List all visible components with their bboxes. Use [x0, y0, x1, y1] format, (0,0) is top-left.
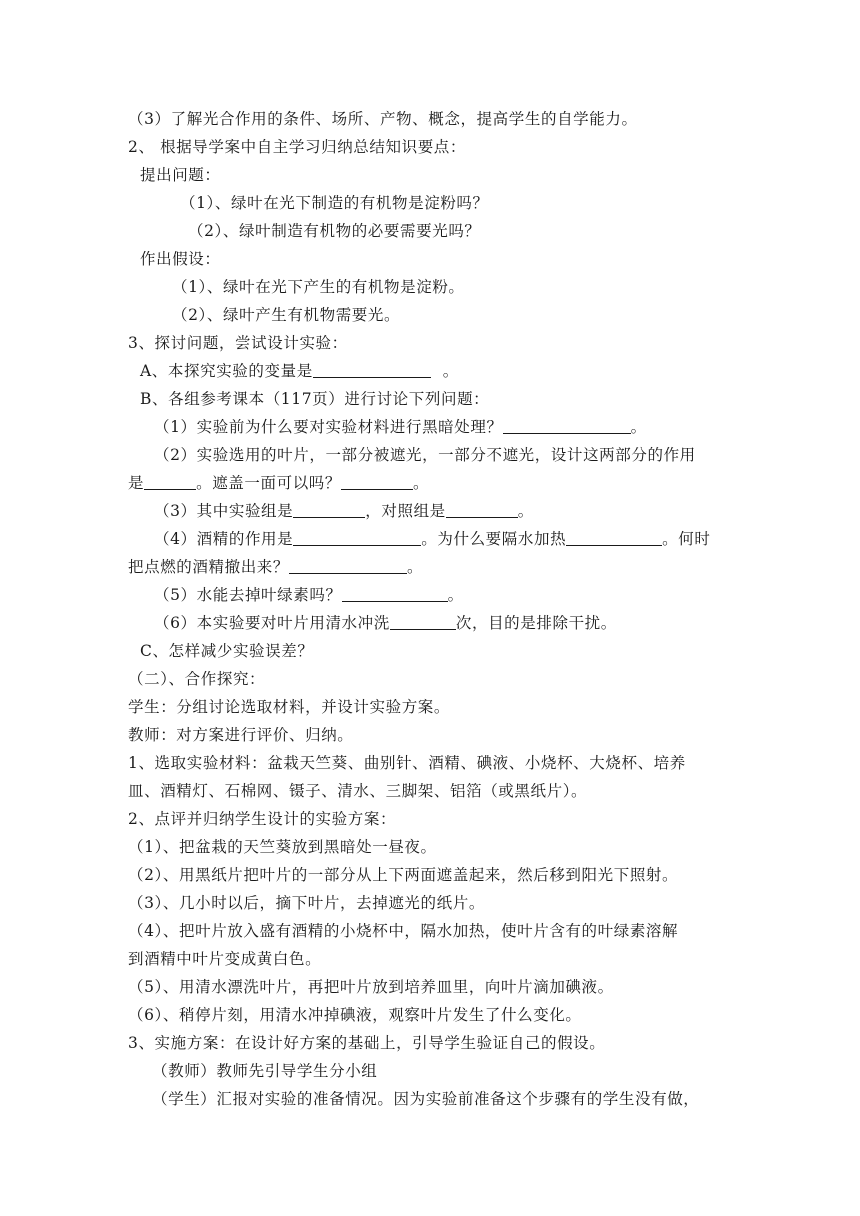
item-c: C、怎样减少实验误差？ — [140, 642, 314, 660]
plan-step-1: （1）、把盆栽的天竺葵放到黑暗处一昼夜。 — [128, 838, 437, 856]
fill-blank — [342, 583, 448, 602]
section-3-heading: 3、探讨问题，尝试设计实验： — [128, 334, 348, 352]
b-question-1: （1）实验前为什么要对实验材料进行黑暗处理？ 。 — [154, 413, 647, 441]
student-activity: 学生：分组讨论选取材料，并设计实验方案。 — [128, 698, 451, 716]
fill-blank — [293, 499, 365, 518]
teacher-activity: 教师：对方案进行评价、归纳。 — [128, 726, 354, 744]
b-question-4-cont: 把点燃的酒精撤出来？ 。 — [128, 553, 423, 581]
materials-line-1: 1、选取实验材料：盆栽天竺葵、曲别针、酒精、碘液、小烧杯、大烧杯、培养 — [128, 754, 686, 772]
fill-blank — [446, 499, 518, 518]
objective-3: （3）了解光合作用的条件、场所、产物、概念，提高学生的自学能力。 — [128, 110, 638, 128]
hypothesis-1: （1）、绿叶在光下产生的有机物是淀粉。 — [172, 278, 465, 296]
implement-plan: 3、实施方案：在设计好方案的基础上，引导学生验证自己的假设。 — [128, 1034, 606, 1052]
plan-step-2: （2）、用黑纸片把叶片的一部分从上下两面遮盖起来，然后移到阳光下照射。 — [128, 866, 679, 884]
raise-question-label: 提出问题： — [140, 166, 221, 184]
fill-blank — [313, 359, 431, 378]
b-question-2-cont: 是 。遮盖一面可以吗？ 。 — [128, 469, 429, 497]
fill-blank — [390, 611, 456, 630]
plan-step-4: （4）、把叶片放入盛有酒精的小烧杯中，隔水加热，使叶片含有的叶绿素溶解 — [128, 922, 679, 940]
plan-step-5: （5）、用清水漂洗叶片，再把叶片放到培养皿里，向叶片滴加碘液。 — [128, 978, 614, 996]
question-2: （2）、绿叶制造有机物的必要需要光吗？ — [188, 222, 481, 240]
b-question-6: （6）本实验要对叶片用清水冲洗 次，目的是排除干扰。 — [154, 609, 617, 637]
section-2-heading: 2、 根据导学案中自主学习归纳总结知识要点： — [128, 138, 466, 156]
hypothesis-label: 作出假设： — [140, 250, 221, 268]
plan-step-3: （3）、几小时以后，摘下叶片，去掉遮光的纸片。 — [128, 894, 485, 912]
cooperative-inquiry-heading: （二）、合作探究： — [128, 670, 266, 688]
plan-step-4-cont: 到酒精中叶片变成黄白色。 — [128, 950, 322, 968]
fill-blank — [144, 471, 196, 490]
plan-heading: 2、点评并归纳学生设计的实验方案： — [128, 810, 397, 828]
fill-blank — [341, 471, 413, 490]
hypothesis-2: （2）、绿叶产生有机物需要光。 — [172, 306, 401, 324]
b-question-3: （3）其中实验组是 ，对照组是 。 — [154, 497, 534, 525]
fill-blank — [503, 415, 631, 434]
b-question-2: （2）实验选用的叶片，一部分被遮光，一部分不遮光，设计这两部分的作用 — [154, 446, 696, 464]
item-a-variable: A、本探究实验的变量是 。 — [140, 357, 459, 385]
item-b-heading: B、各组参考课本（117页）进行讨论下列问题： — [140, 390, 490, 408]
plan-step-6: （6）、稍停片刻，用清水冲掉碘液，观察叶片发生了什么变化。 — [128, 1006, 582, 1024]
b-question-5: （5）水能去掉叶绿素吗？ 。 — [154, 581, 464, 609]
question-1: （1）、绿叶在光下制造的有机物是淀粉吗？ — [180, 194, 489, 212]
student-report: （学生）汇报对实验的准备情况。因为实验前准备这个步骤有的学生没有做， — [152, 1090, 700, 1108]
materials-line-2: 皿、酒精灯、石棉网、镊子、清水、三脚架、铝箔（或黑纸片）。 — [128, 782, 588, 800]
fill-blank — [293, 527, 421, 546]
teacher-grouping: （教师）教师先引导学生分小组 — [152, 1062, 378, 1080]
fill-blank — [289, 555, 407, 574]
fill-blank — [566, 527, 662, 546]
b-question-4: （4）酒精的作用是 。为什么要隔水加热 。何时 — [154, 525, 710, 553]
